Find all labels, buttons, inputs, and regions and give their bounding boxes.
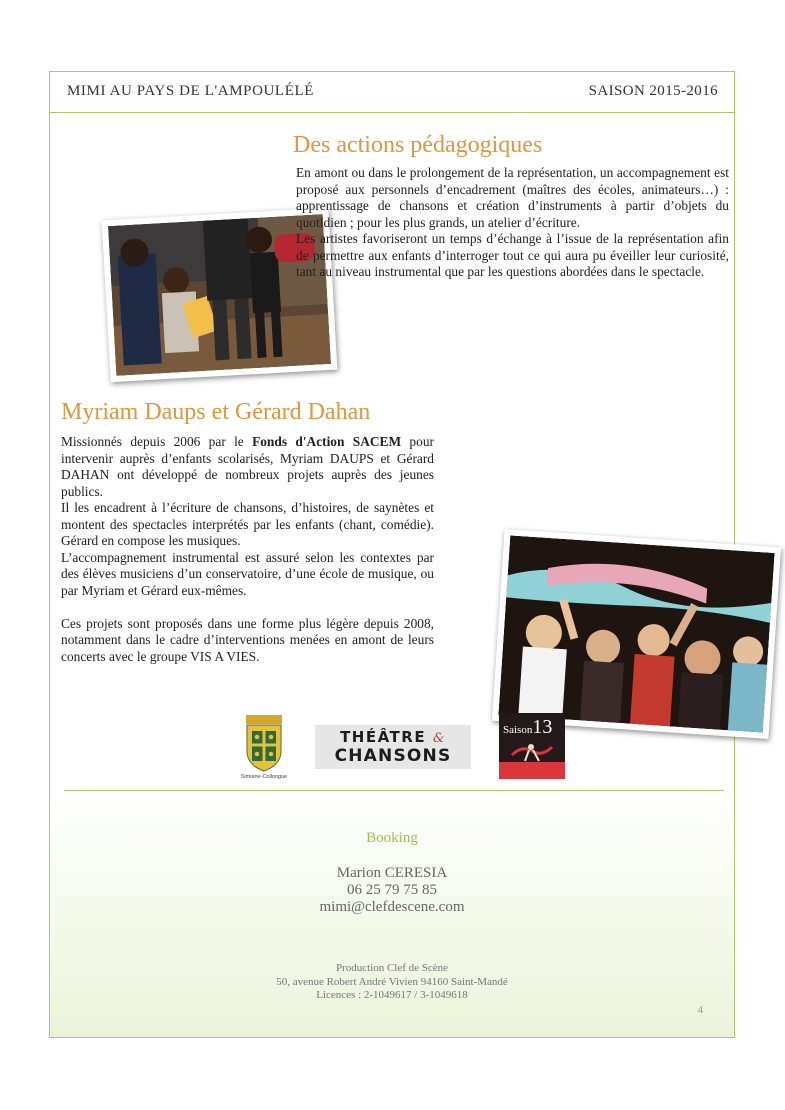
saison-13-logo (499, 713, 565, 779)
saison-word: Saison (503, 724, 533, 736)
artists-paragraph-4: Ces projets sont proposés dans une forme plus légère depuis 2008, notamment dans le cadre d’interventions menées en amont de leurs concerts avec le groupe VIS A VIES. (61, 615, 434, 664)
section-divider (64, 790, 724, 791)
season-label: SAISON 2015-2016 (588, 83, 718, 99)
contact-phone: 06 25 79 75 85 (347, 882, 437, 898)
actions-body (296, 165, 729, 281)
theatre-chansons-logo (315, 725, 471, 769)
artists-paragraph-2: Il les encadrent à l’écriture de chansons, d’histoires, de saynètes et montent des spectacles interprétés par les enfants (chant, comédie). Gérard en compose les musiques. (61, 500, 434, 548)
saison-13-text (503, 716, 552, 739)
theatre-word: THÉÂTRE (340, 727, 427, 746)
contact-name: Marion CERESIA (336, 865, 448, 881)
booking-heading: Booking (366, 830, 418, 846)
production-info (50, 962, 734, 1003)
artists-body (61, 434, 434, 665)
simiane-collongue-crest-logo (242, 715, 286, 783)
saison-number: 13 (532, 716, 553, 738)
crest-caption: Simiane-Collongue (240, 774, 288, 780)
page-number: 4 (697, 1004, 703, 1016)
sacem-fund: Fonds d'Action SACEM (252, 434, 402, 449)
saison-red-band (499, 762, 565, 779)
production-company: Production Clef de Scène (335, 962, 449, 974)
ampersand: & (432, 730, 446, 746)
production-licences: Licences : 2-1049617 / 3-1049618 (316, 989, 468, 1001)
page-frame (49, 71, 735, 1038)
artists-paragraph-3: L’accompagnement instrumental est assuré selon les contextes par des élèves musiciens d’un conservatoire, d’une école de musique, ou par Myriam et Gérard eux-mêmes. (61, 549, 434, 598)
actions-heading: Des actions pédagogiques (293, 132, 543, 158)
artists-heading: Myriam Daups et Gérard Dahan (61, 399, 371, 425)
theatre-chansons-line-2: CHANSONS (334, 745, 452, 766)
artists-paragraph-1-start: Missionnés depuis 2006 par le (61, 434, 253, 449)
booking-contact (50, 865, 734, 916)
dancer-icon (507, 741, 557, 763)
contact-email[interactable]: mimi@clefdescene.com (319, 899, 465, 915)
production-address: 50, avenue Robert André Vivien 94160 Saint-Mandé (276, 975, 508, 988)
artists-paragraph-1-end: pour intervenir auprès d’enfants scolarisés, Myriam DAUPS et Gérard DAHAN ont développé de nombreux projets auprès des jeunes publics. (61, 434, 434, 499)
show-title: MIMI AU PAYS DE L'AMPOULÉLÉ (67, 83, 314, 99)
actions-paragraph-2: Les artistes favoriseront un temps d’échange à l’issue de la représentation afin de permettre aux enfants d’interroger tout ce qui aura pu éveiller leur curiosité, tant au niveau instrumental que par les questions abordées dans le spectacle. (296, 231, 729, 279)
theatre-chansons-line-1 (340, 729, 446, 747)
artists-paragraph-1 (61, 434, 434, 500)
actions-paragraph-1: En amont ou dans le prolongement de la représentation, un accompagnement est proposé aux personnels d’encadrement (maîtres des écoles, animateurs…) : apprentissage de chansons et création d’instruments à partir d’objets du quotidien ; pour les plus grands, un atelier d’écriture. (296, 165, 729, 230)
page-header (50, 72, 734, 113)
partner-logos (50, 712, 734, 792)
performance-photo (492, 529, 781, 739)
paragraph-spacer (61, 599, 434, 616)
